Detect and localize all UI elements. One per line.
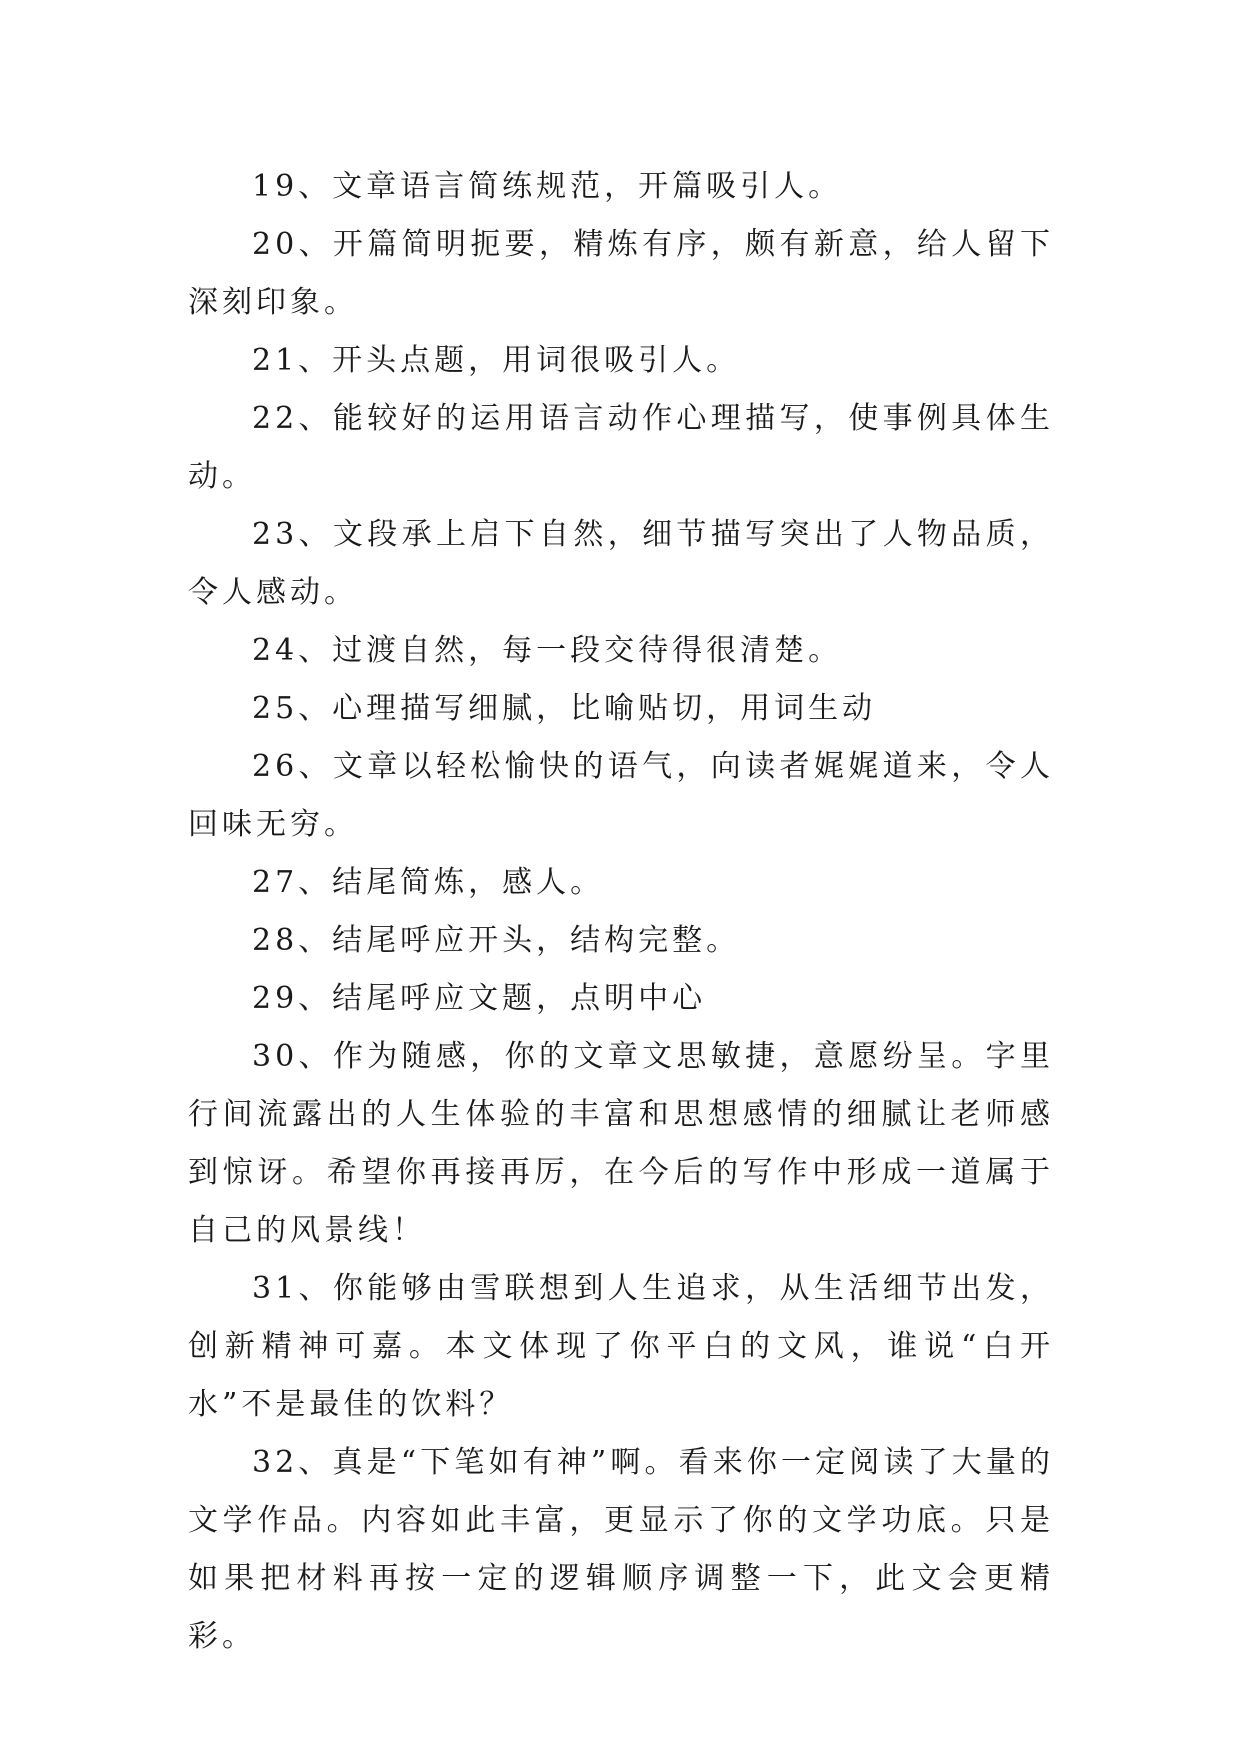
paragraph-21: 21、开头点题，用词很吸引人。 bbox=[252, 343, 741, 378]
paragraph-31: 31、你能够由雪联想到人生追求，从生活细节出发，创新精神可嘉。本文体现了你平白的文风，谁说“白开水”不是最佳的饮料？ bbox=[188, 1271, 1054, 1422]
paragraph-20: 20、开篇简明扼要，精炼有序，颇有新意，给人留下深刻印象。 bbox=[188, 227, 1054, 320]
paragraph-25: 25、心理描写细腻，比喻贴切，用词生动 bbox=[252, 691, 877, 726]
paragraph-28: 28、结尾呼应开头，结构完整。 bbox=[252, 923, 741, 958]
paragraph-22: 22、能较好的运用语言动作心理描写，使事例具体生动。 bbox=[188, 401, 1054, 494]
paragraph-26: 26、文章以轻松愉快的语气，向读者娓娓道来，令人回味无穷。 bbox=[188, 749, 1054, 842]
paragraph-27: 27、结尾简炼，感人。 bbox=[252, 865, 605, 900]
paragraph-29: 29、结尾呼应文题，点明中心 bbox=[252, 981, 707, 1016]
paragraph-19: 19、文章语言简练规范，开篇吸引人。 bbox=[252, 169, 843, 204]
paragraph-24: 24、过渡自然，每一段交待得很清楚。 bbox=[252, 633, 843, 668]
paragraph-23: 23、文段承上启下自然，细节描写突出了人物品质，令人感动。 bbox=[188, 517, 1054, 610]
paragraph-30: 30、作为随感，你的文章文思敏捷，意愿纷呈。字里行间流露出的人生体验的丰富和思想感情的细腻让老师感到惊讶。希望你再接再厉，在今后的写作中形成一道属于自己的风景线！ bbox=[188, 1039, 1054, 1248]
document-body bbox=[188, 158, 1054, 1666]
paragraph-32: 32、真是“下笔如有神”啊。看来你一定阅读了大量的文学作品。内容如此丰富，更显示了你的文学功底。只是如果把材料再按一定的逻辑顺序调整一下，此文会更精彩。 bbox=[188, 1445, 1054, 1654]
